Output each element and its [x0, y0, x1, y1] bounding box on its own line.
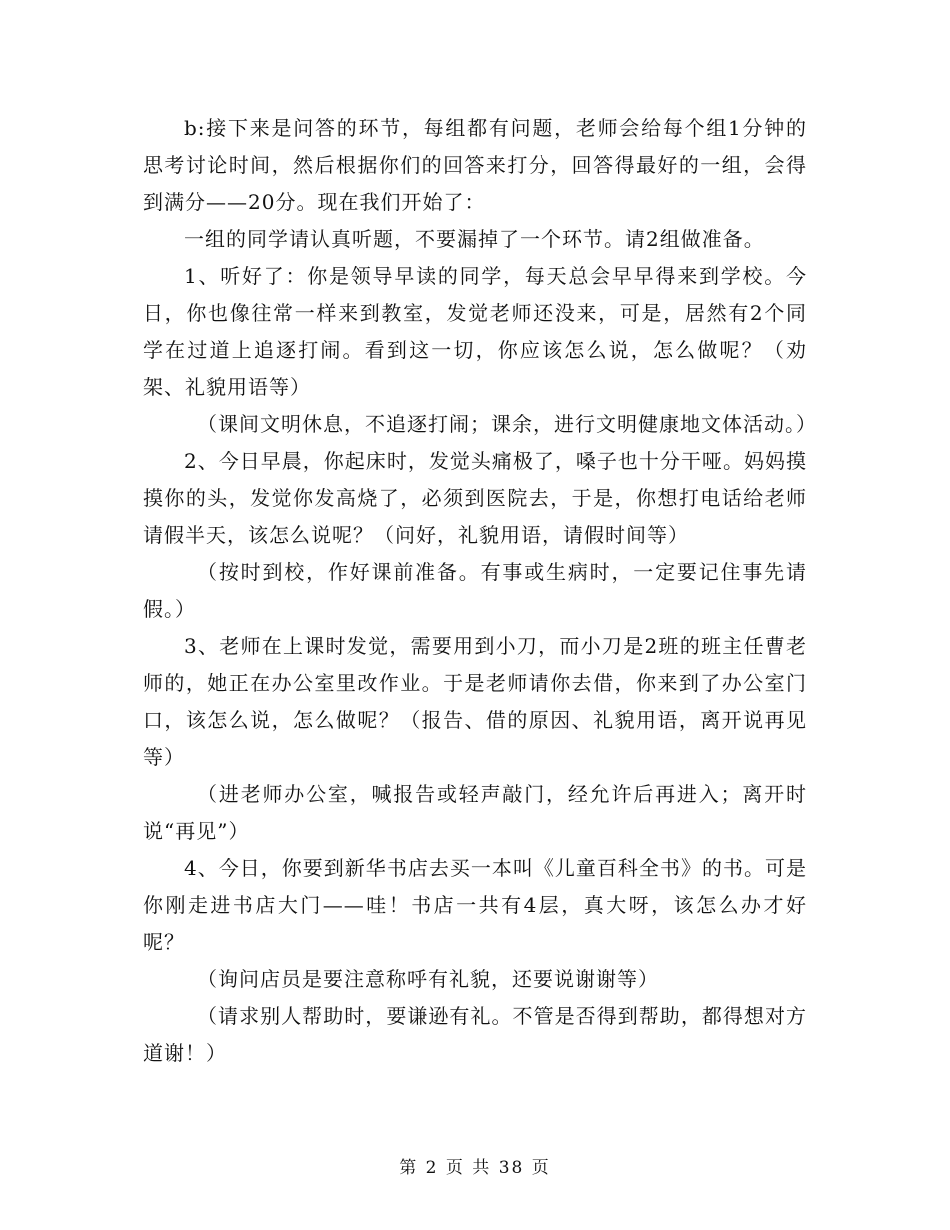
intro-paragraph: b:接下来是问答的环节，每组都有问题，老师会给每个组1分钟的思考讨论时间，然后根据你们的回答来打分，回答得最好的一组，会得到满分——20分。现在我们开始了： — [143, 116, 807, 214]
question-3-paragraph: 3、老师在上课时发觉，需要用到小刀，而小刀是2班的班主任曹老师的，她正在办公室里改作业。于是老师请你去借，你来到了办公室门口，该怎么说，怎么做呢？（报告、借的原因、礼貌用语，离开说再见等） — [143, 634, 807, 769]
question-1-paragraph: 1、听好了：你是领导早读的同学，每天总会早早得来到学校。今日，你也像往常一样来到教室，发觉老师还没来，可是，居然有2个同学在过道上追逐打闹。看到这一切，你应该怎么说，怎么做呢？（劝架、礼貌用语等） — [143, 264, 807, 399]
answer-4b-paragraph: （请求别人帮助时，要谦逊有礼。不管是否得到帮助，都得想对方道谢！） — [143, 1004, 807, 1065]
answer-4a-paragraph: （询问店员是要注意称呼有礼貌，还要说谢谢等） — [197, 967, 659, 991]
question-2-paragraph: 2、今日早晨，你起床时，发觉头痛极了，嗓子也十分干哑。妈妈摸摸你的头，发觉你发高烧了，必须到医院去，于是，你想打电话给老师请假半天，该怎么说呢？（问好，礼貌用语，请假时间等） — [143, 449, 807, 547]
answer-3-paragraph: （进老师办公室，喊报告或轻声敲门，经允许后再进入；离开时说“再见”） — [143, 782, 807, 843]
group-instruction-paragraph: 一组的同学请认真听题，不要漏掉了一个环节。请2组做准备。 — [184, 227, 765, 251]
document-body — [143, 110, 817, 1072]
answer-1-paragraph: （课间文明休息，不追逐打闹；课余，进行文明健康地文体活动。） — [197, 412, 817, 436]
question-4-paragraph: 4、今日，你要到新华书店去买一本叫《儿童百科全书》的书。可是你刚走进书店大门——哇！书店一共有4层，真大呀，该怎么办才好呢？ — [143, 856, 807, 954]
page-number-footer: 第 2 页 共 38 页 — [399, 1158, 551, 1178]
answer-2-paragraph: （按时到校，作好课前准备。有事或生病时，一定要记住事先请假。） — [143, 560, 807, 621]
